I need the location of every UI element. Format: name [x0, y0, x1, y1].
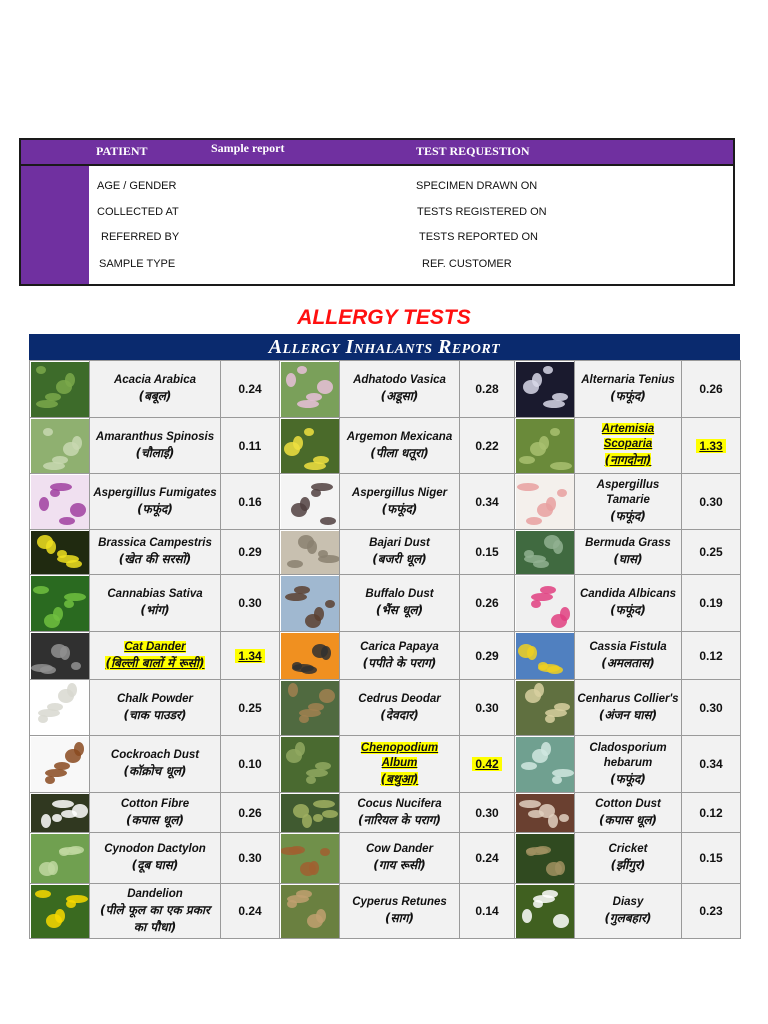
allergen-value-cell — [460, 361, 515, 418]
allergen-name: Aspergillus Tamarie — [596, 479, 660, 506]
allergen-hindi-name: (फफूंद) — [610, 603, 646, 617]
lungs-icon — [516, 475, 574, 529]
allergen-name: Carica Papaya — [360, 640, 439, 653]
allergen-hindi-name: (फफूंद) — [381, 501, 418, 516]
allergen-name: Diasy — [612, 896, 644, 908]
allergen-value-cell — [221, 575, 280, 632]
yellow-flower-icon — [281, 419, 339, 473]
table-row — [30, 418, 741, 474]
allergen-value: 0.24 — [238, 904, 262, 918]
allergen-name-cell — [575, 793, 682, 833]
allergen-image-cell — [30, 680, 90, 736]
allergen-value: 0.42 — [472, 757, 501, 771]
allergen-hindi-name: (भैंस धूल) — [375, 603, 424, 617]
allergen-image-cell — [280, 474, 340, 530]
allergen-name: Chalk Powder — [116, 692, 194, 705]
allergen-name-cell — [90, 736, 221, 793]
allergen-name-cell — [90, 793, 221, 833]
allergen-name: Chenopodium Album — [360, 741, 439, 769]
allergen-value-cell — [682, 418, 741, 474]
allergen-value: 0.34 — [475, 494, 499, 509]
allergen-name: Bermuda Grass — [585, 537, 671, 549]
allergen-name: Alternaria Tenius — [581, 374, 675, 386]
allergen-name: Buffalo Dust — [365, 588, 434, 600]
allergen-name: Argemon Mexicana — [346, 430, 453, 443]
allergen-name-cell — [340, 680, 460, 736]
allergen-name: Bajari Dust — [369, 537, 430, 549]
allergen-value-cell — [221, 736, 280, 793]
allergen-image-cell — [280, 632, 340, 680]
allergen-hindi-name: (खेत की सरसों) — [118, 552, 192, 566]
allergen-hindi-name: (बिल्ली बालों में रूसी) — [105, 655, 205, 670]
allergen-hindi-name: (फफूंद) — [610, 389, 646, 403]
allergen-name: Cynodon Dactylon — [104, 843, 206, 855]
pine-cone-icon — [281, 681, 339, 735]
allergen-name-cell — [575, 474, 682, 530]
allergen-value-cell — [221, 833, 280, 884]
allergen-image-cell — [515, 632, 575, 680]
allergen-value: 0.30 — [475, 805, 499, 820]
allergen-value: 0.24 — [475, 851, 499, 865]
reeds-icon — [281, 885, 339, 938]
dandelion-icon — [31, 885, 89, 938]
allergen-name: Adhatodo Vasica — [353, 374, 446, 386]
allergen-value: 0.30 — [238, 851, 262, 865]
allergen-name: Cannabias Sativa — [107, 588, 203, 600]
dust-icon — [281, 531, 339, 574]
allergen-name-cell — [340, 474, 460, 530]
allergen-image-cell — [30, 575, 90, 632]
allergen-name: Candida Albicans — [579, 588, 677, 600]
allergen-name: Artemisia Scoparia — [601, 423, 655, 450]
table-row — [30, 632, 741, 680]
fungus-spore-icon — [281, 475, 339, 529]
allergen-value-cell — [221, 884, 280, 939]
allergen-value: 0.30 — [238, 596, 262, 610]
allergen-value-cell — [460, 680, 515, 736]
allergen-image-cell — [280, 418, 340, 474]
allergen-hindi-name: (अडूसा) — [380, 389, 419, 403]
allergen-image-cell — [280, 884, 340, 939]
allergen-hindi-name: (झींगुर) — [610, 858, 646, 872]
allergen-value: 0.12 — [699, 648, 723, 663]
allergen-hindi-name: (बजरी धूल) — [372, 552, 427, 566]
allergen-name: Amaranthus Spinosis — [95, 430, 215, 443]
table-row — [30, 680, 741, 736]
allergen-image-cell — [515, 833, 575, 884]
allergen-hindi-name: (घास) — [613, 552, 643, 566]
allergen-hindi-name: (पीला धतूरा) — [370, 445, 429, 460]
allergen-hindi-name: (कॉक्रोच धूल) — [123, 764, 187, 778]
patient-info-box — [19, 138, 735, 286]
allergen-name: Dandelion — [127, 887, 183, 900]
table-row — [30, 530, 741, 575]
spores-icon — [516, 362, 574, 417]
coconut-icon — [281, 794, 339, 832]
allergen-hindi-name: (दूब घास) — [131, 858, 179, 872]
allergen-value: 0.24 — [238, 382, 262, 396]
allergen-name: Cockroach Dust — [110, 749, 200, 761]
table-row — [30, 833, 741, 884]
allergen-image-cell — [515, 474, 575, 530]
allergen-name: Cotton Dust — [595, 797, 661, 810]
allergen-value-cell — [682, 680, 741, 736]
cow-icon — [281, 834, 339, 883]
allergen-image-cell — [515, 575, 575, 632]
allergen-value: 1.33 — [696, 439, 725, 453]
allergen-value-cell — [460, 632, 515, 680]
allergen-name: Cocus Nucifera — [357, 797, 442, 810]
allergen-value-cell — [221, 474, 280, 530]
allergen-hindi-name: (साग) — [385, 911, 414, 925]
allergen-name-cell — [575, 736, 682, 793]
allergen-name: Cotton Fibre — [120, 797, 190, 810]
table-row — [30, 575, 741, 632]
allergen-name: Cenharus Collier's — [577, 692, 679, 705]
table-row — [30, 793, 741, 833]
allergen-value-cell — [221, 632, 280, 680]
cricket-icon — [516, 834, 574, 883]
cotton-icon — [31, 794, 89, 832]
allergen-value-cell — [460, 474, 515, 530]
cotton-dust-icon — [516, 794, 574, 832]
field-tests-reported-on: TESTS REPORTED ON — [419, 231, 538, 243]
allergen-image-cell — [30, 884, 90, 939]
allergen-value-cell — [682, 833, 741, 884]
allergen-image-cell — [515, 530, 575, 575]
allergen-hindi-name: (देवदार) — [380, 707, 419, 722]
grass-plume-icon — [516, 681, 574, 735]
allergen-name-cell — [575, 833, 682, 884]
candida-icon — [516, 576, 574, 631]
allergen-name-cell — [90, 418, 221, 474]
allergen-value: 0.16 — [238, 494, 262, 509]
allergen-name-cell — [340, 530, 460, 575]
field-specimen-drawn-on: SPECIMEN DRAWN ON — [416, 180, 538, 192]
allergen-value: 0.25 — [699, 545, 723, 559]
allergen-name-cell — [575, 530, 682, 575]
allergen-value-cell — [460, 833, 515, 884]
allergen-name-cell — [340, 361, 460, 418]
test-requestion-label: TEST REQUESTION — [416, 144, 530, 158]
allergen-value: 0.23 — [699, 904, 723, 918]
allergen-name-cell — [340, 575, 460, 632]
allergen-hindi-name: (गाय रूसी) — [373, 858, 426, 872]
allergen-name-cell — [340, 793, 460, 833]
allergen-name: Cat Dander — [124, 640, 186, 653]
plant-leaves-icon — [31, 362, 89, 417]
allergen-image-cell — [280, 833, 340, 884]
allergen-image-cell — [515, 418, 575, 474]
allergen-name: Cyperus Retunes — [352, 896, 447, 908]
allergen-value-cell — [221, 793, 280, 833]
allergen-hindi-name: (नागदोना) — [604, 453, 652, 467]
allergen-name: Aspergillus Fumigates — [93, 486, 217, 499]
allergy-tests-title: ALLERGY TESTS — [297, 306, 471, 329]
allergen-value-cell — [221, 361, 280, 418]
allergen-value: 0.30 — [699, 700, 723, 715]
report-title-bar: Allergy Inhalants Report — [29, 334, 740, 360]
allergen-name-cell — [90, 474, 221, 530]
allergen-image-cell — [515, 884, 575, 939]
allergen-name-cell — [90, 680, 221, 736]
allergen-name: Cedrus Deodar — [358, 692, 441, 705]
mustard-icon — [31, 531, 89, 574]
allergen-image-cell — [30, 474, 90, 530]
allergen-name-cell — [340, 418, 460, 474]
allergen-name: Cladosporium hebarum — [589, 741, 667, 769]
allergen-value: 0.25 — [238, 700, 262, 715]
allergen-hindi-name: (चौलाई) — [135, 445, 175, 460]
buffalo-icon — [281, 576, 339, 631]
allergen-value-cell — [682, 884, 741, 939]
allergen-hindi-name: (अमलतास) — [601, 655, 655, 670]
field-collected-at: COLLECTED AT — [97, 206, 179, 218]
allergen-name-cell — [90, 575, 221, 632]
leaf-icon — [31, 419, 89, 473]
allergen-name: Cow Dander — [365, 843, 434, 855]
allergen-image-cell — [30, 530, 90, 575]
allergen-value-cell — [682, 575, 741, 632]
grass-icon — [516, 531, 574, 574]
patient-label: PATIENT — [96, 144, 148, 158]
allergen-hindi-name: (बबूल) — [138, 389, 172, 403]
allergen-image-cell — [280, 736, 340, 793]
allergen-name-cell — [575, 361, 682, 418]
allergen-image-cell — [30, 632, 90, 680]
allergen-value-cell — [221, 680, 280, 736]
allergen-name: Cricket — [608, 843, 648, 855]
allergen-value-cell — [460, 530, 515, 575]
allergen-name-cell — [90, 361, 221, 418]
field-sample-type: SAMPLE TYPE — [99, 258, 176, 270]
allergen-hindi-name: (कपास धूल) — [599, 812, 657, 827]
allergen-value: 0.14 — [475, 904, 499, 918]
field-age-gender: AGE / GENDER — [97, 180, 177, 192]
allergen-hindi-name: (फफूंद) — [137, 501, 173, 516]
daisy-icon — [516, 885, 574, 938]
table-row — [30, 361, 741, 418]
allergen-image-cell — [515, 680, 575, 736]
allergen-image-cell — [280, 575, 340, 632]
table-row — [30, 474, 741, 530]
allergen-name-cell — [340, 632, 460, 680]
allergen-hindi-name: (अंजन घास) — [598, 707, 658, 722]
allergen-value-cell — [460, 736, 515, 793]
allergen-value: 0.15 — [475, 545, 499, 559]
allergen-image-cell — [30, 833, 90, 884]
allergen-name: Aspergillus Niger — [351, 486, 448, 499]
allergen-value-cell — [460, 575, 515, 632]
allergen-hindi-name: (बथुआ) — [380, 771, 419, 786]
allergen-name-cell — [575, 418, 682, 474]
allergen-value: 0.29 — [475, 648, 499, 663]
allergen-name-cell — [575, 884, 682, 939]
table-row — [30, 736, 741, 793]
allergen-hindi-name: (भांग) — [140, 603, 170, 617]
allergen-name-cell — [575, 632, 682, 680]
allergen-image-cell — [280, 680, 340, 736]
cassia-flower-icon — [516, 633, 574, 679]
allergen-value-cell — [682, 361, 741, 418]
allergen-value-cell — [460, 884, 515, 939]
allergen-value-cell — [682, 793, 741, 833]
allergen-image-cell — [30, 736, 90, 793]
fungus-icon — [31, 475, 89, 529]
allergen-value-cell — [682, 474, 741, 530]
allergen-value: 0.12 — [699, 805, 723, 820]
allergen-name: Brassica Campestris — [98, 537, 212, 549]
allergen-value: 0.22 — [475, 438, 499, 453]
field-ref-customer: REF. CUSTOMER — [422, 258, 512, 270]
allergen-value: 0.29 — [238, 545, 262, 559]
allergen-name-cell — [340, 884, 460, 939]
allergen-name: Acacia Arabica — [113, 374, 197, 386]
allergen-value: 0.30 — [475, 700, 499, 715]
allergen-value-cell — [460, 418, 515, 474]
allergen-value-cell — [682, 632, 741, 680]
allergen-image-cell — [515, 736, 575, 793]
allergen-image-cell — [280, 793, 340, 833]
allergen-value: 0.30 — [699, 494, 723, 509]
cockroach-icon — [31, 737, 89, 792]
allergen-name-cell — [575, 680, 682, 736]
field-tests-registered-on: TESTS REGISTERED ON — [417, 206, 547, 218]
grass-blade-icon — [31, 834, 89, 883]
allergen-image-cell — [30, 418, 90, 474]
allergen-hindi-name: (चाक पाउडर) — [123, 707, 187, 722]
allergen-name-cell — [90, 833, 221, 884]
allergen-image-cell — [280, 361, 340, 418]
allergen-value-cell — [221, 530, 280, 575]
allergen-image-cell — [515, 361, 575, 418]
cat-fur-icon — [31, 633, 89, 679]
allergen-value: 0.19 — [699, 596, 723, 610]
allergen-value: 1.34 — [235, 649, 264, 663]
allergen-hindi-name: (पपीते के पराग) — [362, 655, 437, 670]
allergen-value-cell — [221, 418, 280, 474]
sample-report-label: Sample report — [211, 141, 285, 155]
powder-icon — [31, 681, 89, 735]
table-row — [30, 884, 741, 939]
weed-icon — [516, 419, 574, 473]
allergen-hindi-name: (फफूंद) — [610, 771, 646, 786]
mold-icon — [516, 737, 574, 792]
allergen-hindi-name: (फफूंद) — [610, 509, 646, 523]
allergen-value-cell — [682, 736, 741, 793]
allergen-name-cell — [340, 736, 460, 793]
allergen-table — [29, 360, 741, 939]
allergen-value: 0.26 — [475, 596, 499, 610]
allergen-value: 0.15 — [699, 851, 723, 865]
allergen-image-cell — [30, 793, 90, 833]
allergen-value-cell — [460, 793, 515, 833]
allergen-image-cell — [30, 361, 90, 418]
allergen-name-cell — [340, 833, 460, 884]
allergen-hindi-name: (कपास धूल) — [126, 812, 184, 827]
allergen-hindi-name: (गुलबहार) — [604, 911, 652, 925]
allergen-hindi-name: (नारियल के पराग) — [357, 812, 441, 827]
field-referred-by: REFERRED BY — [101, 231, 180, 243]
cannabis-leaf-icon — [31, 576, 89, 631]
allergen-image-cell — [515, 793, 575, 833]
allergen-name-cell — [90, 632, 221, 680]
allergen-name-cell — [575, 575, 682, 632]
allergen-value: 0.10 — [238, 757, 262, 771]
allergen-name-cell — [90, 530, 221, 575]
allergen-value: 0.26 — [699, 382, 723, 396]
allergen-value: 0.11 — [238, 438, 262, 453]
patient-side-bar — [21, 166, 89, 284]
allergen-name: Cassia Fistula — [589, 640, 667, 653]
allergen-image-cell — [280, 530, 340, 575]
allergen-value-cell — [682, 530, 741, 575]
allergen-hindi-name: (पीले फूल का एक प्रकार का पौधा) — [100, 902, 210, 934]
flower-icon — [281, 362, 339, 417]
herb-icon — [281, 737, 339, 792]
allergen-name-cell — [90, 884, 221, 939]
allergen-value: 0.28 — [475, 382, 499, 396]
allergen-value: 0.34 — [699, 757, 723, 771]
papaya-icon — [281, 633, 339, 679]
allergen-value: 0.26 — [238, 805, 262, 820]
